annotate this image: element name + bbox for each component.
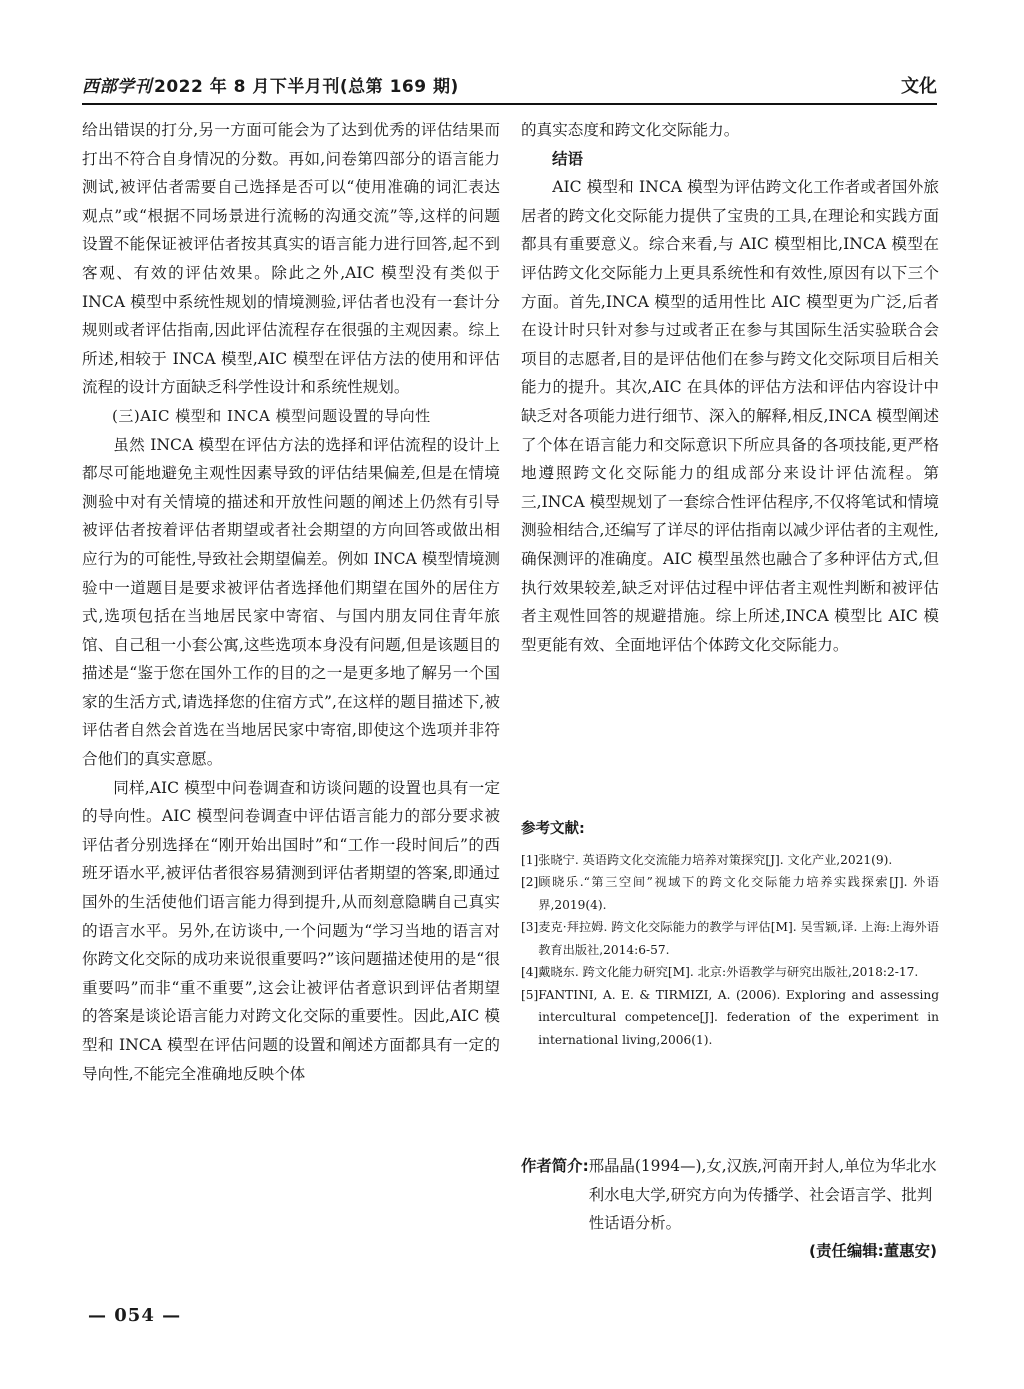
section-subheading: (三)AIC 模型和 INCA 模型问题设置的导向性	[112, 406, 431, 425]
paragraph: AIC 模型和 INCA 模型为评估跨文化工作者或者国外旅居者的跨文化交际能力提供了宝贵的工具,在理论和实践方面都具有重要意义。综合来看,与 AIC 模型相比,INCA 模型在评估跨文化交际能力上更具系统性和有效性,原因有以下三个方面。首先,INCA 模型的适用性比 AIC 模型更为广泛,后者在设计时只针对参与过或者正在参与其国际生活实验联合会项目的志愿者,目的是评估他们在参与跨文化交际项目后相关能力的提升。其次,AIC 在具体的评估方法和评估内容设计中缺乏对各项能力进行细节、深入的解释,相反,INCA 模型阐述了个体在语言能力和交际意识下所应具备的各项技能,更严格地遵照跨文化交际能力的组成部分来设计评估流程。第三,INCA 模型规划了一套综合性评估程序,不仅将笔试和情境测验相结合,还编写了详尽的评估指南以减少评估者的主观性,确保测评的准确度。AIC 模型虽然也融合了多种评估方式,但执行效果较差,缺乏对评估过程中评估者主观性判断和被评估者主观性回答的规避措施。综上所述,INCA 模型比 AIC 模型更能有效、全面地评估个体跨文化交际能力。	[521, 178, 939, 654]
page-header	[82, 72, 937, 102]
reference-item	[521, 916, 939, 961]
author-bio-label: 作者简介:	[521, 1157, 589, 1175]
paragraph: 虽然 INCA 模型在评估方法的选择和评估流程的设计上都尽可能地避免主观性因素导致的评估结果偏差,但是在情境测验中对有关情境的描述和开放性问题的阐述上仍然有引导被评估者按着评估者期望或者社会期望的方向回答或做出相应行为的可能性,导致社会期望偏差。例如 INCA 模型情境测验中一道题目是要求被评估者选择他们期望在国外的居住方式,选项包括在当地居民家中寄宿、与国内朋友同住青年旅馆、自己租一小套公寓,这些选项本身没有问题,但是该题目的描述是“鉴于您在国外工作的目的之一是更多地了解另一个国家的生活方式,请选择您的住宿方式”,在这样的题目描述下,被评估者自然会首选在当地居民家中寄宿,即使这个选项并非符合他们的真实意愿。	[82, 435, 500, 769]
page-number: — 054 —	[88, 1305, 182, 1326]
paragraph: 给出错误的打分,另一方面可能会为了达到优秀的评估结果而打出不符合自身情况的分数。再如,问卷第四部分的语言能力测试,被评估者需要自己选择是否可以“使用准确的词汇表达观点”或“根据不同场景进行流畅的沟通交流”等,这样的问题设置不能保证被评估者按其真实的语言能力进行回答,起不到客观、有效的评估效果。除此之外,AIC 模型没有类似于 INCA 模型中系统性规划的情境测验,评估者也没有一套计分规则或者评估指南,因此评估流程存在很强的主观因素。综上所述,相较于 INCA 模型,AIC 模型在评估方法的使用和评估流程的设计方面缺乏科学性设计和系统性规划。	[82, 121, 500, 397]
reference-text: 戴晓东. 跨文化能力研究[M]. 北京:外语教学与研究出版社,2018:2-17.	[538, 965, 919, 979]
responsible-editor: (责任编辑:董惠安)	[809, 1242, 937, 1260]
journal-issue: 2022 年 8 月下半月刊(总第 169 期)	[154, 77, 459, 97]
references-title: 参考文献:	[521, 821, 585, 837]
reference-text: 顾晓乐.“第三空间”视域下的跨文化交际能力培养实践探索[J]. 外语界,2019(4).	[538, 875, 939, 912]
reference-text: 张晓宁. 英语跨文化交流能力培养对策探究[J]. 文化产业,2021(9).	[538, 852, 893, 867]
section-label: 文化	[901, 76, 937, 97]
reference-item	[521, 984, 939, 1052]
author-bio	[521, 1152, 939, 1238]
journal-title	[82, 72, 459, 97]
journal-logo: 西部学刊	[82, 77, 152, 97]
reference-text: 麦克·拜拉姆. 跨文化交际能力的教学与评估[M]. 吴雪颖,译. 上海:上海外语教育出版社,2014:6-57.	[538, 920, 939, 957]
reference-number: [5]	[521, 987, 539, 1002]
reference-item	[521, 871, 939, 916]
references	[521, 818, 939, 1051]
reference-number: [2]	[521, 875, 539, 889]
header-rule	[82, 103, 937, 105]
reference-number: [4]	[521, 965, 539, 979]
reference-number: [1]	[521, 852, 539, 867]
conclusion-heading: 结语	[552, 149, 584, 168]
author-bio-text: 邢晶晶(1994—),女,汉族,河南开封人,单位为华北水利水电大学,研究方向为传播学、社会语言学、批判性话语分析。	[588, 1157, 937, 1232]
reference-text: FANTINI, A. E. & TIRMIZI, A. (2006). Exploring and assessing intercultural competence[J]. federation of the experiment in international living,2006(1).	[538, 987, 939, 1047]
reference-item	[521, 961, 939, 984]
reference-item	[521, 849, 939, 872]
left-column	[82, 116, 500, 1088]
paragraph: 的真实态度和跨文化交际能力。	[521, 121, 740, 139]
right-column	[521, 116, 939, 659]
reference-number: [3]	[521, 920, 539, 934]
paragraph: 同样,AIC 模型中问卷调查和访谈问题的设置也具有一定的导向性。AIC 模型问卷调查中评估语言能力的部分要求被评估者分别选择在“刚开始出国时”和“工作一段时间后”的西班牙语水平,被评估者很容易猜测到评估者期望的答案,即通过国外的生活使他们语言能力得到提升,从而刻意隐瞒自己真实的语言水平。另外,在访谈中,一个问题为“学习当地的语言对你跨文化交际的成功来说很重要吗?”该问题描述使用的是“很重要吗”而非“重不重要”,这会让被评估者意识到评估者期望的答案是谈论语言能力对跨文化交际的重要性。因此,AIC 模型和 INCA 模型在评估问题的设置和阐述方面都具有一定的导向性,不能完全准确地反映个体	[82, 778, 500, 1083]
